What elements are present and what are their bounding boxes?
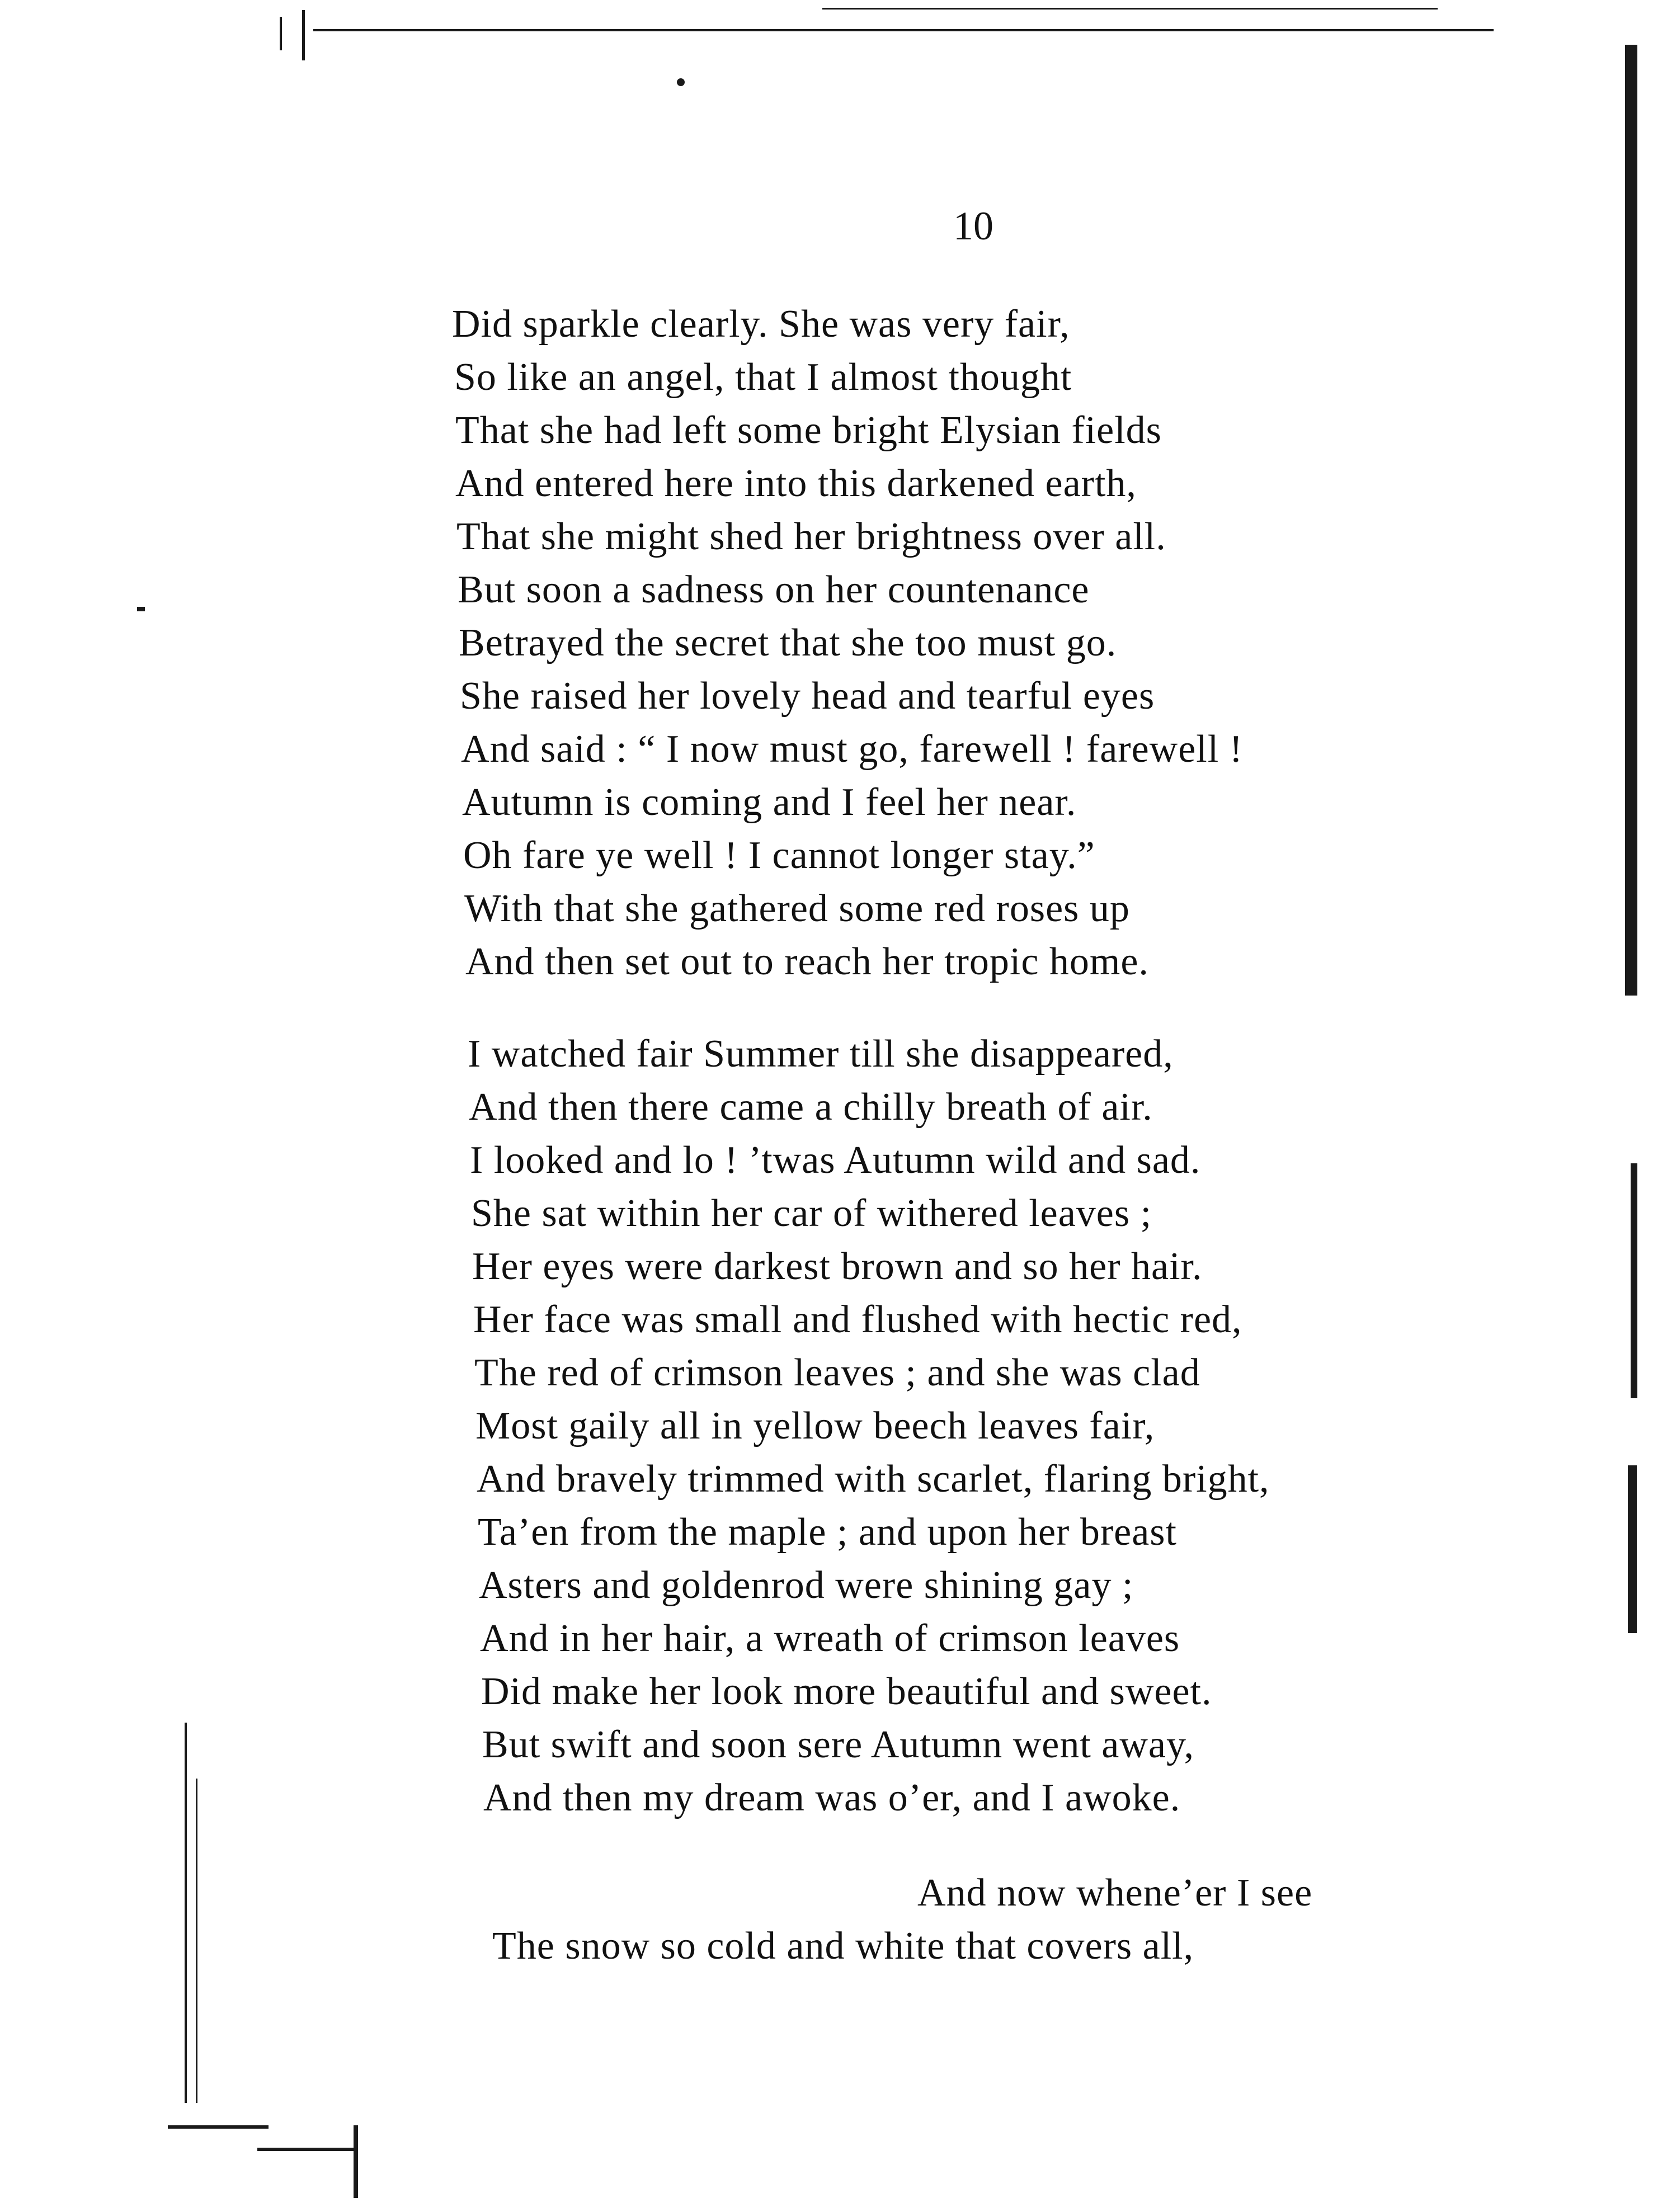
poem-line: Did make her look more beautiful and sweet. — [481, 1670, 1212, 1713]
poem-line: She sat within her car of withered leaves ; — [471, 1192, 1152, 1235]
poem-line: But swift and soon sere Autumn went away, — [482, 1723, 1194, 1766]
poem-line: And entered here into this darkened earth, — [455, 462, 1137, 505]
scan-dot — [677, 78, 685, 86]
scan-top-rule — [313, 29, 1494, 31]
poem-line: Most gaily all in yellow beech leaves fair, — [475, 1404, 1155, 1447]
scan-bottom-frame — [257, 2148, 358, 2151]
scan-top-rule-upper — [822, 8, 1438, 10]
poem-line: Her face was small and flushed with hectic red, — [473, 1298, 1242, 1341]
poem-line: Her eyes were darkest brown and so her hair. — [472, 1245, 1203, 1288]
poem-line: Betrayed the secret that she too must go. — [459, 621, 1117, 664]
scan-bottom-frame — [168, 2125, 269, 2129]
scan-right-edge-bar — [1631, 1163, 1637, 1398]
scan-right-edge-bar — [1628, 1465, 1637, 1633]
poem-line: Asters and goldenrod were shining gay ; — [479, 1564, 1134, 1607]
poem-line: The snow so cold and white that covers all, — [492, 1925, 1194, 1968]
scan-left-edge-mark — [196, 1779, 197, 2103]
poem-line: The red of crimson leaves ; and she was clad — [474, 1351, 1200, 1394]
poem-line: She raised her lovely head and tearful eyes — [460, 675, 1155, 718]
scan-top-left-mark — [280, 17, 282, 50]
poem-line: That she had left some bright Elysian fields — [455, 409, 1162, 452]
poem-line: And then set out to reach her tropic home. — [465, 940, 1149, 983]
poem-line: Oh fare ye well ! I cannot longer stay.” — [463, 834, 1095, 877]
poem-line: And in her hair, a wreath of crimson leaves — [480, 1617, 1180, 1660]
page-number: 10 — [953, 204, 993, 248]
scan-right-edge-bar — [1625, 45, 1637, 996]
scan-top-left-mark — [302, 10, 305, 60]
poem-line: And bravely trimmed with scarlet, flaring bright, — [477, 1458, 1270, 1501]
poem-line: Ta’en from the maple ; and upon her breast — [478, 1511, 1177, 1554]
poem-line: Did sparkle clearly. She was very fair, — [452, 303, 1070, 346]
scan-left-edge-mark — [185, 1723, 187, 2103]
poem-line: I looked and lo ! ’twas Autumn wild and sad. — [470, 1139, 1201, 1182]
poem-line: Autumn is coming and I feel her near. — [462, 781, 1077, 824]
poem-line: And said : “ I now must go, farewell ! farewell ! — [461, 728, 1244, 771]
poem-line: And then there came a chilly breath of air. — [469, 1086, 1153, 1129]
poem-line: I watched fair Summer till she disappeared, — [468, 1032, 1174, 1076]
poem-line: And now whene’er I see — [917, 1871, 1313, 1914]
poem-line: But soon a sadness on her countenance — [458, 568, 1090, 611]
scan-bottom-frame-vertical — [354, 2125, 358, 2198]
poem-line: And then my dream was o’er, and I awoke. — [483, 1776, 1181, 1819]
poem-line: With that she gathered some red roses up — [464, 887, 1130, 930]
poem-line: That she might shed her brightness over all. — [456, 515, 1166, 558]
poem-line: So like an angel, that I almost thought — [454, 356, 1072, 399]
scan-dot — [137, 607, 145, 611]
